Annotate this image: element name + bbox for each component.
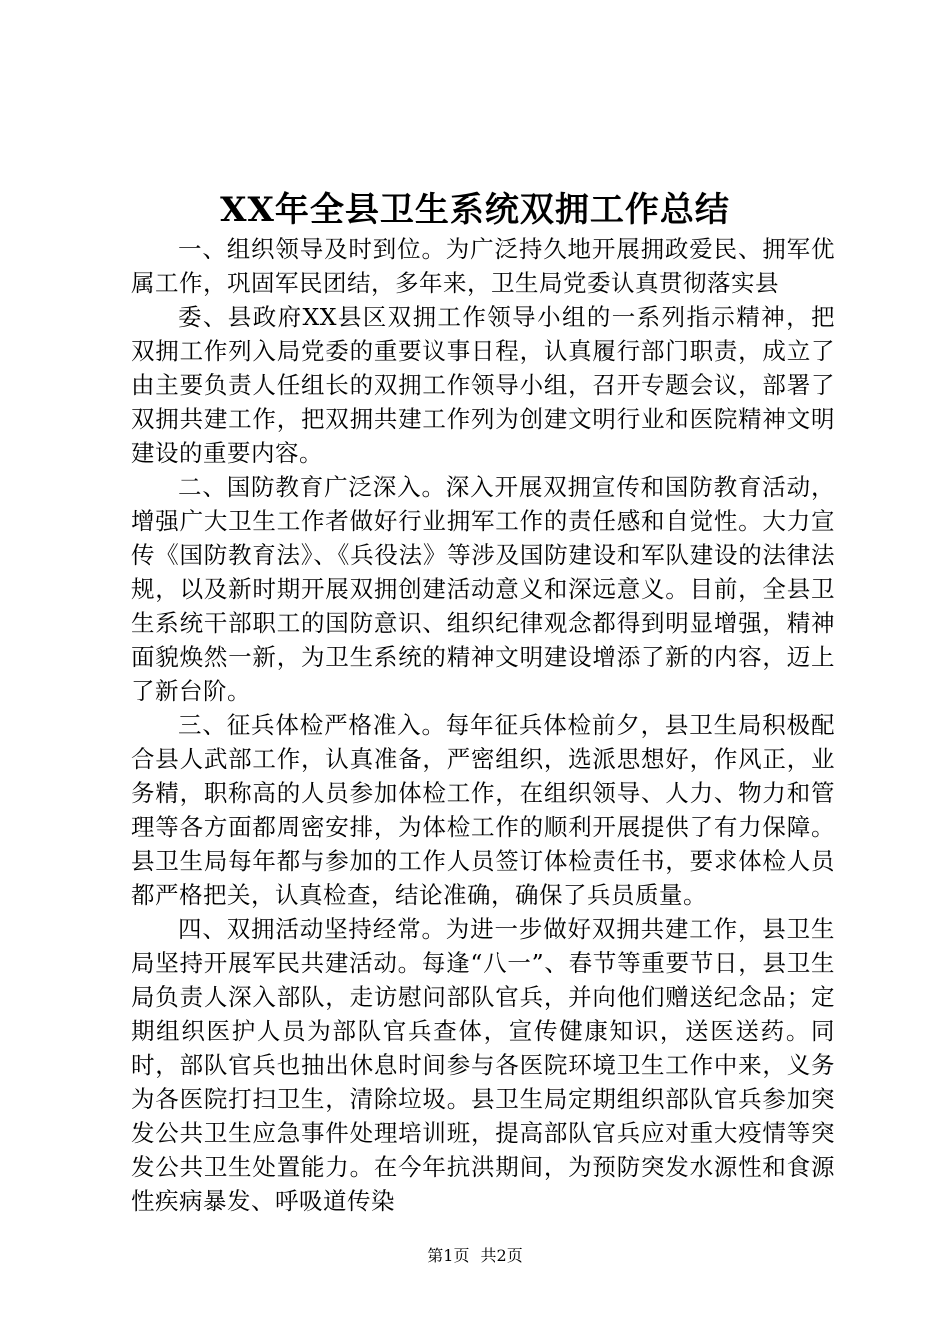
paragraph-4: 三、征兵体检严格准入。每年征兵体检前夕，县卫生局积极配合县人武部工作，认真准备，严密组织，选派思想好，作风正，业务精，职称高的人员参加体检工作，在组织领导、人力、物力和管理等各方面都周密安排，为体检工作的顺利开展提供了有力保障。县卫生局每年都与参加的工作人员签订体检责任书，要求体检人员都严格把关，认真检查，结论准确，确保了兵员质量。 [131,711,835,909]
document-body [131,232,835,1218]
paragraph-3: 二、国防教育广泛深入。深入开展双拥宣传和国防教育活动，增强广大卫生工作者做好行业拥军工作的责任感和自觉性。大力宣传《国防教育法》、《兵役法》等涉及国防建设和军队建设的法律法规，以及新时期开展双拥创建活动意义和深远意义。目前，全县卫生系统干部职工的国防意识、组织纪律观念都得到明显增强，精神面貌焕然一新，为卫生系统的精神文明建设增添了新的内容，迈上了新台阶。 [131,473,835,705]
page-footer [0,1246,950,1266]
paragraph-1: 一、组织领导及时到位。为广泛持久地开展拥政爱民、拥军优属工作，巩固军民团结，多年来，卫生局党委认真贯彻落实县 [131,235,835,297]
document-title: XX年全县卫生系统双拥工作总结 [220,190,730,230]
page-number: 第1页 [427,1246,470,1265]
paragraph-2: 委、县政府XX县区双拥工作领导小组的一系列指示精神，把双拥工作列入局党委的重要议事日程，认真履行部门职责，成立了由主要负责人任组长的双拥工作领导小组，召开专题会议，部署了双拥共建工作，把双拥共建工作列为创建文明行业和医院精神文明建设的重要内容。 [131,303,835,467]
paragraph-5: 四、双拥活动坚持经常。为进一步做好双拥共建工作，县卫生局坚持开展军民共建活动。每逢“八一”、春节等重要节日，县卫生局负责人深入部队，走访慰问部队官兵，并向他们赠送纪念品；定期组织医护人员为部队官兵查体，宣传健康知识，送医送药。同时，部队官兵也抽出休息时间参与各医院环境卫生工作中来，义务为各医院打扫卫生，清除垃圾。县卫生局定期组织部队官兵参加突发公共卫生应急事件处理培训班，提高部队官兵应对重大疫情等突发公共卫生处置能力。在今年抗洪期间，为预防突发水源性和食源性疾病暴发、呼吸道传染 [131,915,835,1215]
page-total: 共2页 [480,1246,523,1265]
